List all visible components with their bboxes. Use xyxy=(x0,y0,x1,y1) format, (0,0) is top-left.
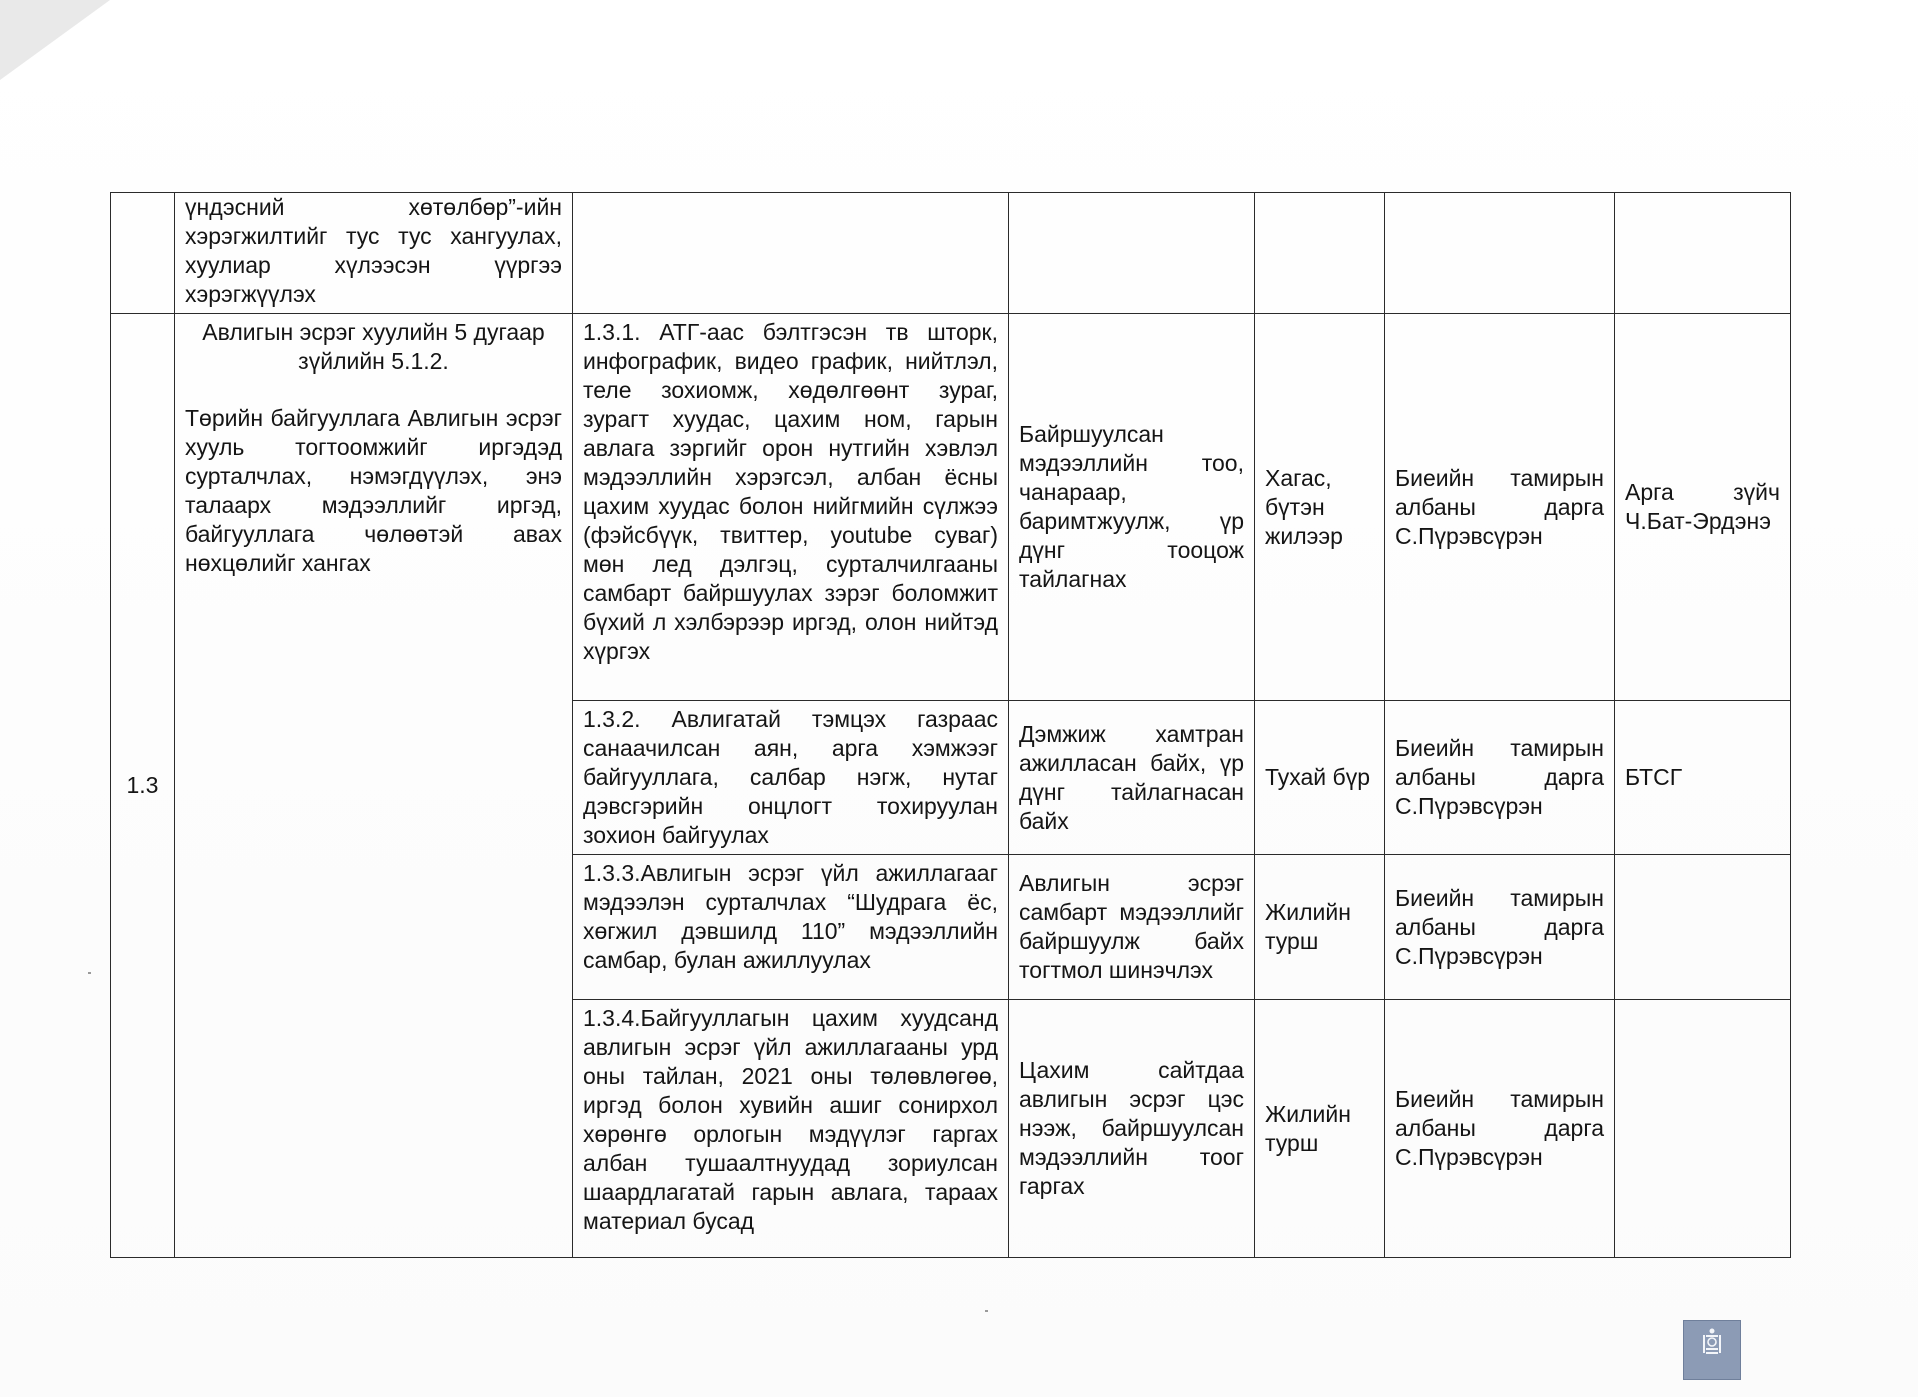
row-number-cell xyxy=(111,193,175,314)
indicator-cell xyxy=(1009,193,1255,314)
partner-cell xyxy=(1615,855,1791,1000)
activity-cell: 1.3.3.Авлигын эсрэг үйл ажиллагааг мэдээлэн сурталчлах “Шудрага ёс, хөгжил дэвшилд 110” мэдээллийн самбар, булан ажиллуулах xyxy=(573,855,1009,1000)
responsible-cell: Биеийн тамирын албаны дарга С.Пүрэвсүрэн xyxy=(1385,701,1615,855)
indicator-cell: Авлигын эсрэг самбарт мэдээллийг байршуулж байх тогтмол шинэчлэх xyxy=(1009,855,1255,1000)
indicator-cell: Дэмжиж хамтран ажилласан байх, үр дүнг тайлагнасан байх xyxy=(1009,701,1255,855)
period-cell: Жилийн турш xyxy=(1255,1000,1385,1258)
responsible-cell: Биеийн тамирын албаны дарга С.Пүрэвсүрэн xyxy=(1385,314,1615,701)
activity-cell: 1.3.4.Байгууллагын цахим хуудсанд авлигын эсрэг үйл ажиллагааны урд оны тайлан, 2021 оны төлөвлөгөө, иргэд болон хувийн ашиг сонирхол хөрөнгө орлогын мэдүүлэг гаргах албан тушаалтнуудад зориулсан шаардлагатай гарын авлага, тараах материал бусад xyxy=(573,1000,1009,1258)
scan-speck xyxy=(88,972,91,974)
responsible-cell: Биеийн тамирын албаны дарга С.Пүрэвсүрэн xyxy=(1385,855,1615,1000)
period-cell: Жилийн турш xyxy=(1255,855,1385,1000)
period-cell xyxy=(1255,193,1385,314)
page-corner-fold xyxy=(0,0,110,80)
row-number-cell: 1.3 xyxy=(111,314,175,1258)
partner-cell xyxy=(1615,193,1791,314)
activity-cell xyxy=(573,193,1009,314)
objective-text: үндэсний хөтөлбөр”-ийн хэрэгжилтийг тус тус хангуулах, хуулиар хүлээсэн үүргээ хэрэгжүүлэх xyxy=(185,194,562,307)
partner-cell xyxy=(1615,1000,1791,1258)
activity-cell: 1.3.1. АТГ-аас бэлтгэсэн тв шторк, инфографик, видео график, нийтлэл, теле зохиомж, хөдөлгөөнт зураг, зурагт хуудас, цахим ном, гарын авлага зэргийг орон нутгийн хэвлэл мэдээллийн хэрэгсэл, албан ёсны цахим хуудас болон нийгмийн сүлжээ (фэйсбүүк, твиттер, youtube суваг) мөн лед дэлгэц, сурталчилгааны самбарт байршуулах зэрэг боломжит бүхий л хэлбэрээр иргэд, олон нийтэд хүргэх xyxy=(573,314,1009,701)
action-plan-table xyxy=(110,192,1791,1258)
partner-cell: Арга зүйч Ч.Бат-Эрдэнэ xyxy=(1615,314,1791,701)
objective-cell xyxy=(175,193,573,314)
period-cell: Тухай бүр xyxy=(1255,701,1385,855)
partner-cell: БТСГ xyxy=(1615,701,1791,855)
objective-text: Төрийн байгууллага Авлигын эсрэг хууль тогтоомжийг иргэдэд сурталчлах, нэмэгдүүлэх, энэ талаарх мэдээллийг иргэд, байгууллага чөлөөтэй авах нөхцөлийг хангах xyxy=(185,405,562,576)
objective-cell xyxy=(175,314,573,1258)
soyombo-icon xyxy=(1701,1327,1723,1357)
responsible-cell xyxy=(1385,193,1615,314)
activity-cell: 1.3.2. Авлигатай тэмцэх газраас санаачилсан аян, арга хэмжээг байгууллага, салбар нэгж, нутаг дэвсгэрийн онцлогт тохируулан зохион байгуулах xyxy=(573,701,1009,855)
objective-law-reference: Авлигын эсрэг хуулийн 5 дугаар зүйлийн 5.1.2. xyxy=(202,319,545,374)
responsible-cell: Биеийн тамирын албаны дарга С.Пүрэвсүрэн xyxy=(1385,1000,1615,1258)
government-seal-stamp xyxy=(1683,1320,1741,1380)
table-row xyxy=(111,193,1791,314)
period-cell: Хагас, бүтэн жилээр xyxy=(1255,314,1385,701)
indicator-cell: Байршуулсан мэдээллийн тоо, чанараар, баримтжуулж, үр дүнг тооцож тайлагнах xyxy=(1009,314,1255,701)
indicator-cell: Цахим сайтдаа авлигын эсрэг цэс нээж, байршуулсан мэдээллийн тоог гаргах xyxy=(1009,1000,1255,1258)
table-row xyxy=(111,314,1791,701)
scan-speck xyxy=(985,1310,988,1312)
